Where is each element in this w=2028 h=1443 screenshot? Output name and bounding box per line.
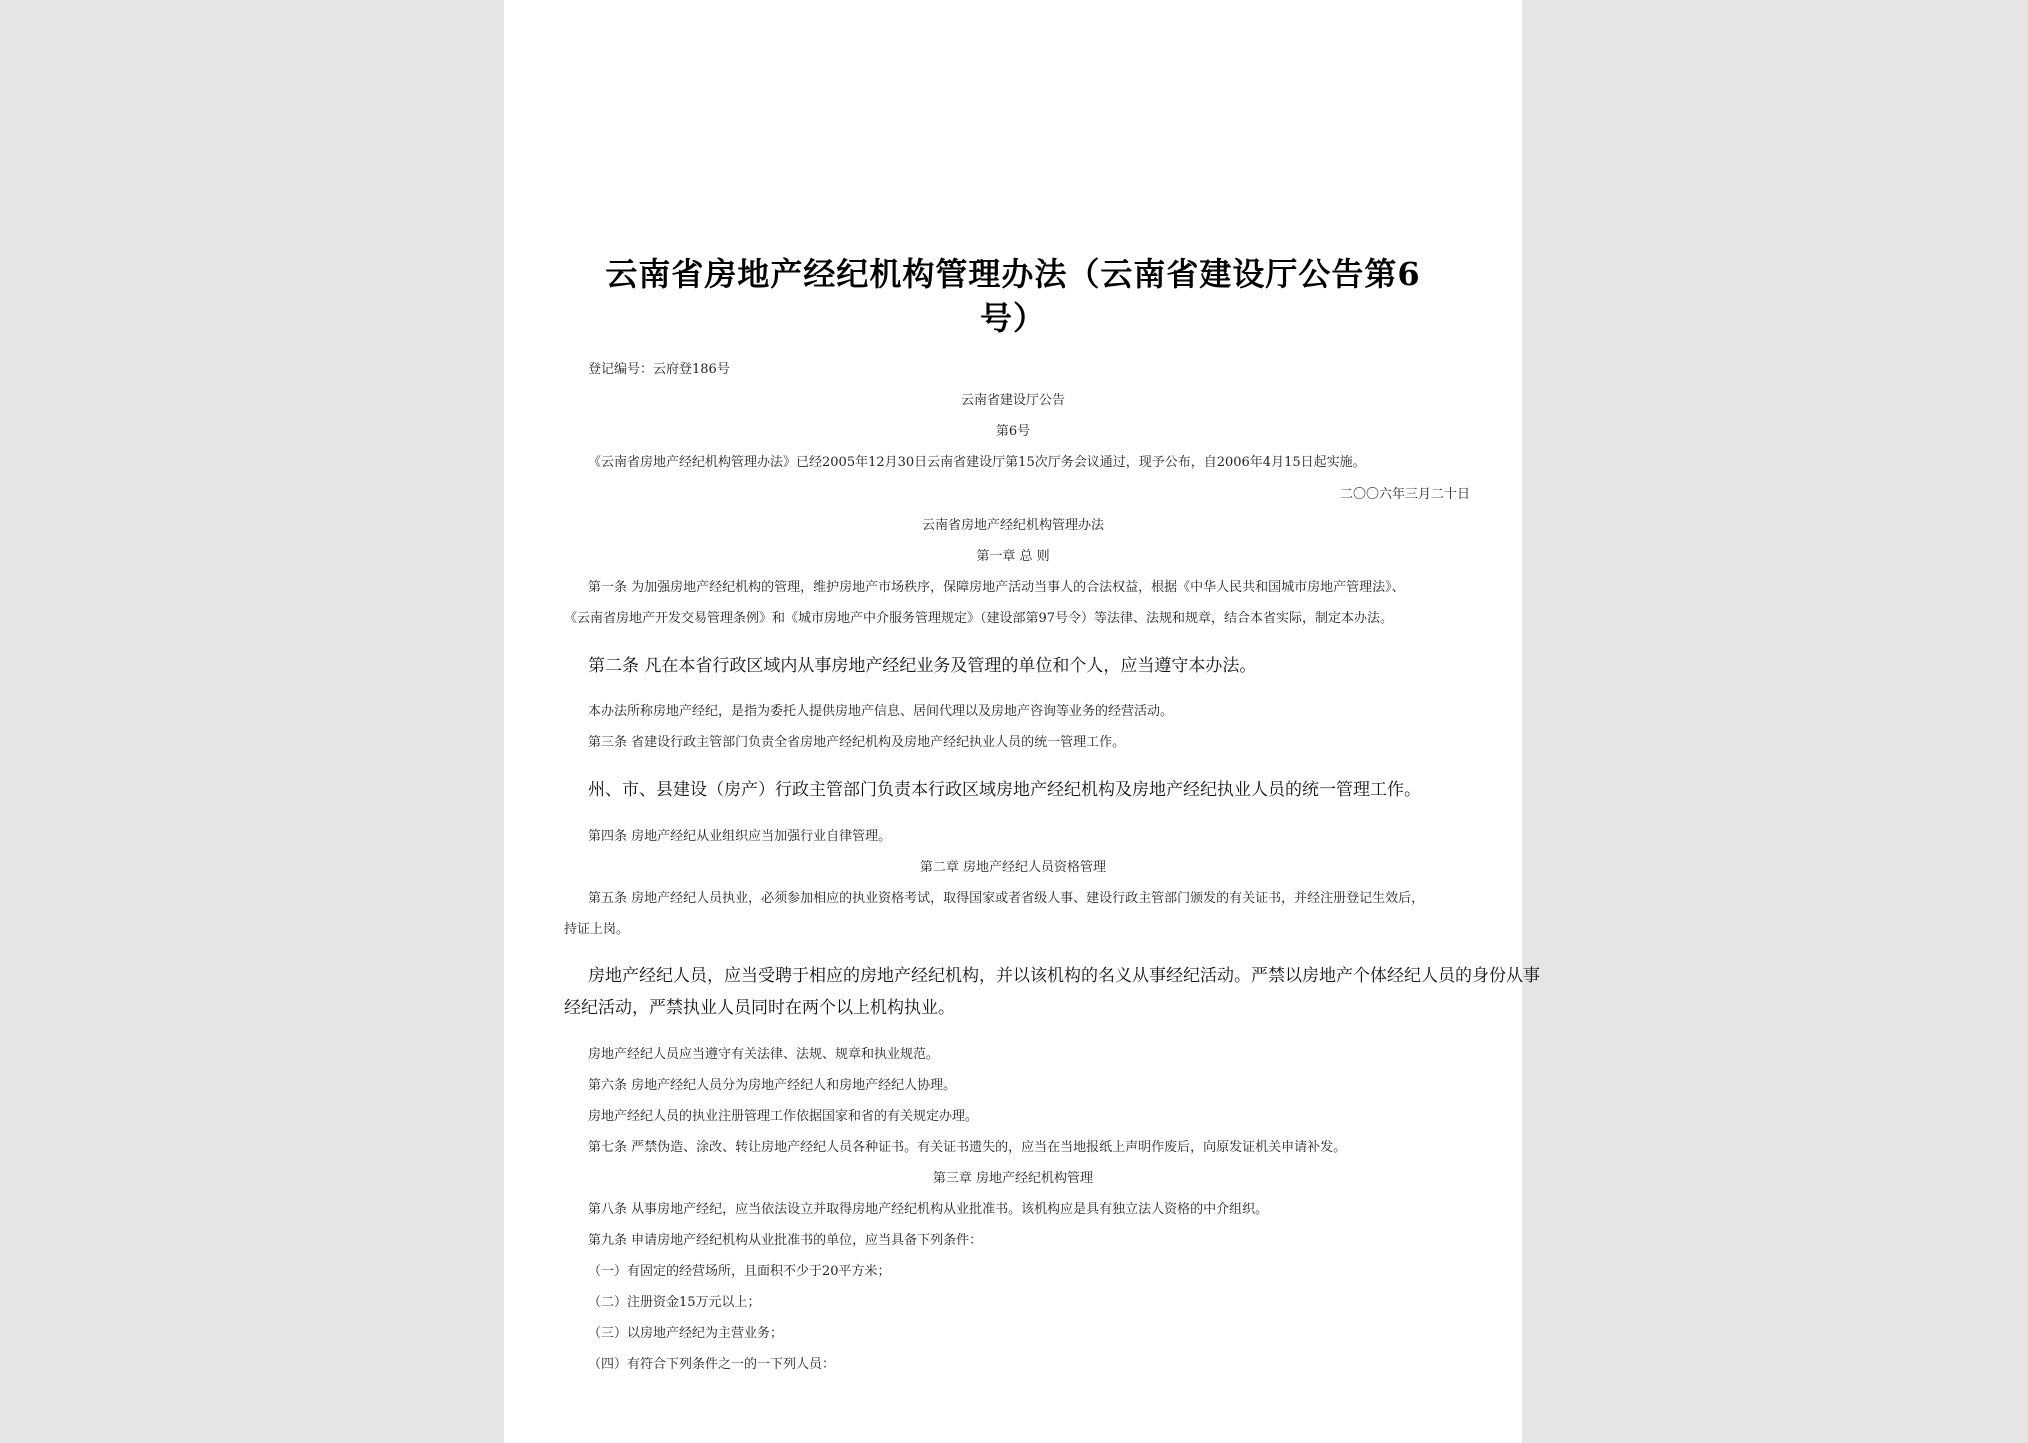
article-5-paragraph-2-line-2: 经纪活动，严禁执业人员同时在两个以上机构执业。	[564, 998, 955, 1018]
document-title	[504, 252, 1522, 340]
title-line-1: 云南省房地产经纪机构管理办法（云南省建设厅公告第6	[605, 255, 1421, 293]
article-4: 第四条 房地产经纪从业组织应当加强行业自律管理。	[588, 829, 892, 844]
article-1-line-2: 《云南省房地产开发交易管理条例》和《城市房地产中介服务管理规定》（建设部第97号令）等法律、法规和规章，结合本省实际，制定本办法。	[564, 611, 1394, 626]
title-line-2: 号）	[979, 299, 1046, 337]
chapter-heading-2: 第二章 房地产经纪人员资格管理	[919, 860, 1107, 875]
article-5-line-2: 持证上岗。	[564, 922, 630, 937]
article-5-paragraph-2-line-1: 房地产经纪人员，应当受聘于相应的房地产经纪机构，并以该机构的名义从事经纪活动。严禁以房地产个体经纪人员的身份从事	[588, 966, 1540, 986]
notice-number: 第6号	[995, 424, 1031, 439]
list-item-3: （三）以房地产经纪为主营业务；	[588, 1326, 784, 1341]
chapter-heading-1: 第一章 总 则	[976, 549, 1050, 564]
article-9: 第九条 申请房地产经纪机构从业批准书的单位，应当具备下列条件：	[588, 1233, 983, 1248]
list-item-4: （四）有符合下列条件之一的一下列人员：	[588, 1357, 836, 1372]
notice-text: 《云南省房地产经纪机构管理办法》已经2005年12月30日云南省建设厅第15次厅务会议通过，现予公布，自2006年4月15日起实施。	[588, 455, 1366, 470]
regulation-title: 云南省房地产经纪机构管理办法	[921, 518, 1104, 533]
article-6: 第六条 房地产经纪人员分为房地产经纪人和房地产经纪人协理。	[588, 1078, 957, 1093]
article-2: 第二条 凡在本省行政区域内从事房地产经纪业务及管理的单位和个人，应当遵守本办法。	[588, 656, 1257, 676]
article-8: 第八条 从事房地产经纪，应当依法设立并取得房地产经纪机构从业批准书。该机构应是具有独立法人资格的中介组织。	[588, 1202, 1269, 1217]
article-5-line-1: 第五条 房地产经纪人员执业，必须参加相应的执业资格考试，取得国家或者省级人事、建设行政主管部门颁发的有关证书，并经注册登记生效后，	[588, 891, 1425, 906]
article-1-line-1: 第一条 为加强房地产经纪机构的管理，维护房地产市场秩序，保障房地产活动当事人的合法权益，根据《中华人民共和国城市房地产管理法》、	[588, 580, 1405, 595]
notice-date: 二〇〇六年三月二十日	[1339, 487, 1470, 502]
list-item-2: （二）注册资金15万元以上；	[588, 1295, 761, 1310]
article-3-paragraph-2: 州、市、县建设（房产）行政主管部门负责本行政区域房地产经纪机构及房地产经纪执业人员的统一管理工作。	[588, 780, 1421, 800]
list-item-1: （一）有固定的经营场所，且面积不少于20平方米；	[588, 1264, 891, 1279]
chapter-heading-3: 第三章 房地产经纪机构管理	[932, 1171, 1094, 1186]
article-3: 第三条 省建设行政主管部门负责全省房地产经纪机构及房地产经纪执业人员的统一管理工作。	[588, 735, 1126, 750]
document-page	[504, 0, 1540, 1443]
article-5-paragraph-3: 房地产经纪人员应当遵守有关法律、法规、规章和执业规范。	[588, 1047, 940, 1062]
registration-number: 登记编号：云府登186号	[588, 362, 730, 377]
article-7: 第七条 严禁伪造、涂改、转让房地产经纪人员各种证书。有关证书遗失的，应当在当地报纸上声明作废后，向原发证机关申请补发。	[588, 1140, 1347, 1155]
notice-org: 云南省建设厅公告	[960, 393, 1065, 408]
article-2-definition: 本办法所称房地产经纪，是指为委托人提供房地产信息、居间代理以及房地产咨询等业务的经营活动。	[588, 704, 1174, 719]
article-6-paragraph-2: 房地产经纪人员的执业注册管理工作依据国家和省的有关规定办理。	[588, 1109, 979, 1124]
